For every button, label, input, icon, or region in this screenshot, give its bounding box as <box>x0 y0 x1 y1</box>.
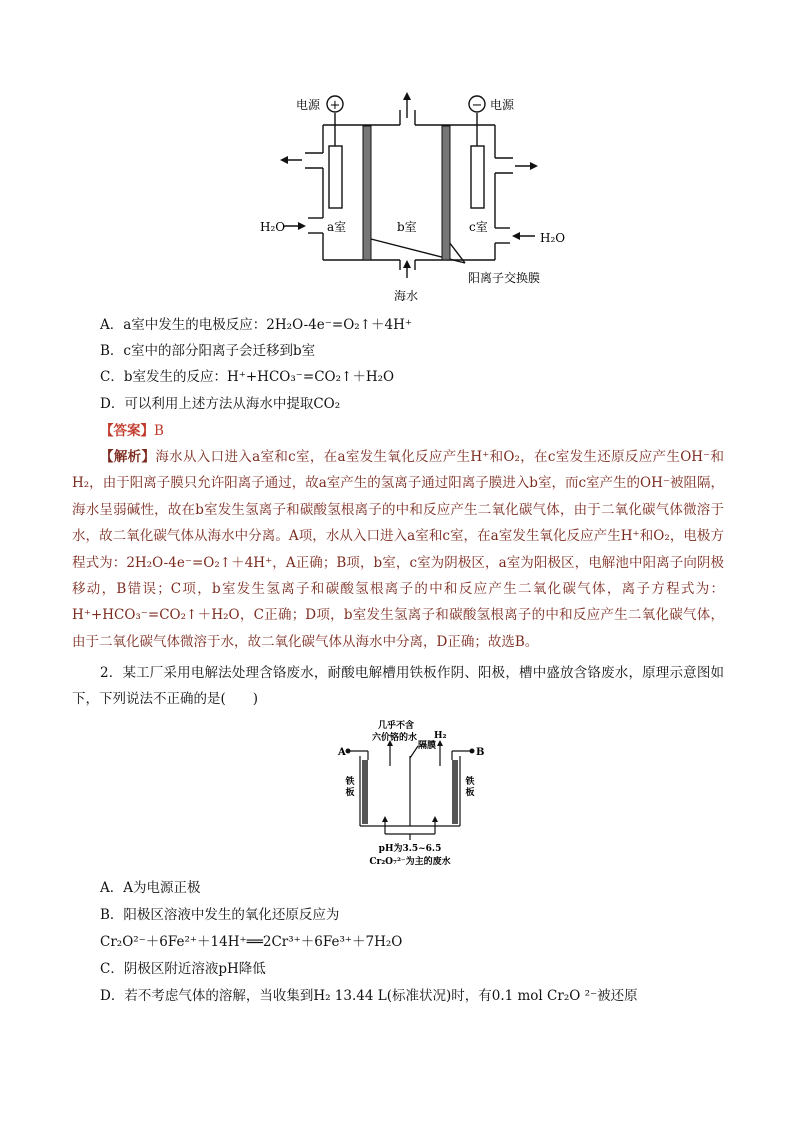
room-a-label: a室 <box>327 220 347 234</box>
fig2-h2-label: H₂ <box>434 731 447 741</box>
fig2-bottom-label-1: pH为3.5~6.5 <box>378 844 442 854</box>
explain-tag: 【解析】 <box>100 449 156 465</box>
fig2-top-label-1: 几乎不含 <box>378 721 415 731</box>
membrane-label: 阳离子交换膜 <box>468 271 541 285</box>
q2-option-c: C．阴极区附近溶液pH降低 <box>100 961 266 977</box>
fig2-membrane-label: 隔膜 <box>418 741 437 751</box>
fig2-iron-left-label: 铁板 <box>345 777 355 798</box>
answer-value: B <box>154 423 164 439</box>
fig2-top-label-2: 六价铬的水 <box>372 733 418 743</box>
water-in-left-label: H₂O <box>260 220 286 234</box>
q2-option-b-equation: Cr₂O²⁻＋6Fe²⁺＋14H⁺══2Cr³⁺＋6Fe³⁺＋7H₂O <box>100 934 403 950</box>
explain-text: 海水从入口进入a室和c室，在a室发生氧化反应产生H⁺和O₂，在c室发生还原反应产生OH⁻和H₂，由于阳离子膜只允许阳离子通过，故a室产生的氢离子通过阳离子膜进入b室，而c室产生的OH⁻被阻隔，海水呈弱碱性，故在b室发生氢离子和碳酸氢根离子的中和反应产生二氧化碳气体，由于二氧化碳气体微溶于水，故二氧化碳气体从海水中分离。A项，水从入口进入a室和c室，在a室发生氧化反应产生H⁺和O₂，电极方程式为：2H₂O-4e⁻=O₂↑＋4H⁺，A正确；B项，b室，c室为阴极区，a室为阳极区，电解池中阳离子向阴极移动，B错误；C项，b室发生氢离子和碳酸氢根离子的中和反应产生二氧化碳气体，离子方程式为：H⁺+HCO₃⁻=CO₂↑＋H₂O，C正确；D项，b室发生氢离子和碳酸氢根离子的中和反应产生二氧化碳气体，由于二氧化碳气体微溶于水，故二氧化碳气体从海水中分离，D正确；故选B。 <box>72 449 724 650</box>
minus-sign: − <box>471 98 483 113</box>
q1-option-c: C．b室发生的反应：H⁺+HCO₃⁻=CO₂↑＋H₂O <box>100 369 395 385</box>
q1-option-d: D．可以利用上述方法从海水中提取CO₂ <box>100 396 341 412</box>
figure-chromium-electrolysis <box>330 718 490 870</box>
q2-stem: 2．某工厂采用电解法处理含铬废水，耐酸电解槽用铁板作阴、阳极，槽中盛放含铬废水，原理示意图如下，下列说法不正确的是( ) <box>72 665 724 708</box>
fig2-iron-right-label: 铁板 <box>465 777 475 798</box>
q1-explanation <box>72 444 724 655</box>
q1-answer <box>100 421 164 441</box>
figure-electrolysis-seawater <box>250 88 570 310</box>
fig2-a-label: A <box>338 747 346 758</box>
plus-sign: + <box>329 98 341 113</box>
water-in-right-label: H₂O <box>540 231 566 245</box>
q2-option-b: B．阳极区溶液中发生的氧化还原反应为 <box>100 907 340 923</box>
power-left-label: 电源 <box>296 98 321 112</box>
room-c-label: c室 <box>469 220 488 234</box>
q1-option-b: B．c室中的部分阳离子会迁移到b室 <box>100 343 316 359</box>
answer-tag: 【答案】 <box>100 423 154 439</box>
fig2-bottom-label-2: Cr₂O₇²⁻为主的废水 <box>369 857 451 867</box>
q2-option-a: A．A为电源正极 <box>100 880 201 896</box>
q2-option-d: D．若不考虑气体的溶解，当收集到H₂ 13.44 L(标准状况)时，有0.1 mol Cr₂O ²⁻被还原 <box>100 988 638 1004</box>
room-b-label: b室 <box>397 220 417 234</box>
fig2-b-label: B <box>476 747 485 758</box>
seawater-label: 海水 <box>394 289 419 303</box>
power-right-label: 电源 <box>490 98 515 112</box>
q1-option-a: A．a室中发生的电极反应：2H₂O-4e⁻=O₂↑＋4H⁺ <box>100 317 412 333</box>
